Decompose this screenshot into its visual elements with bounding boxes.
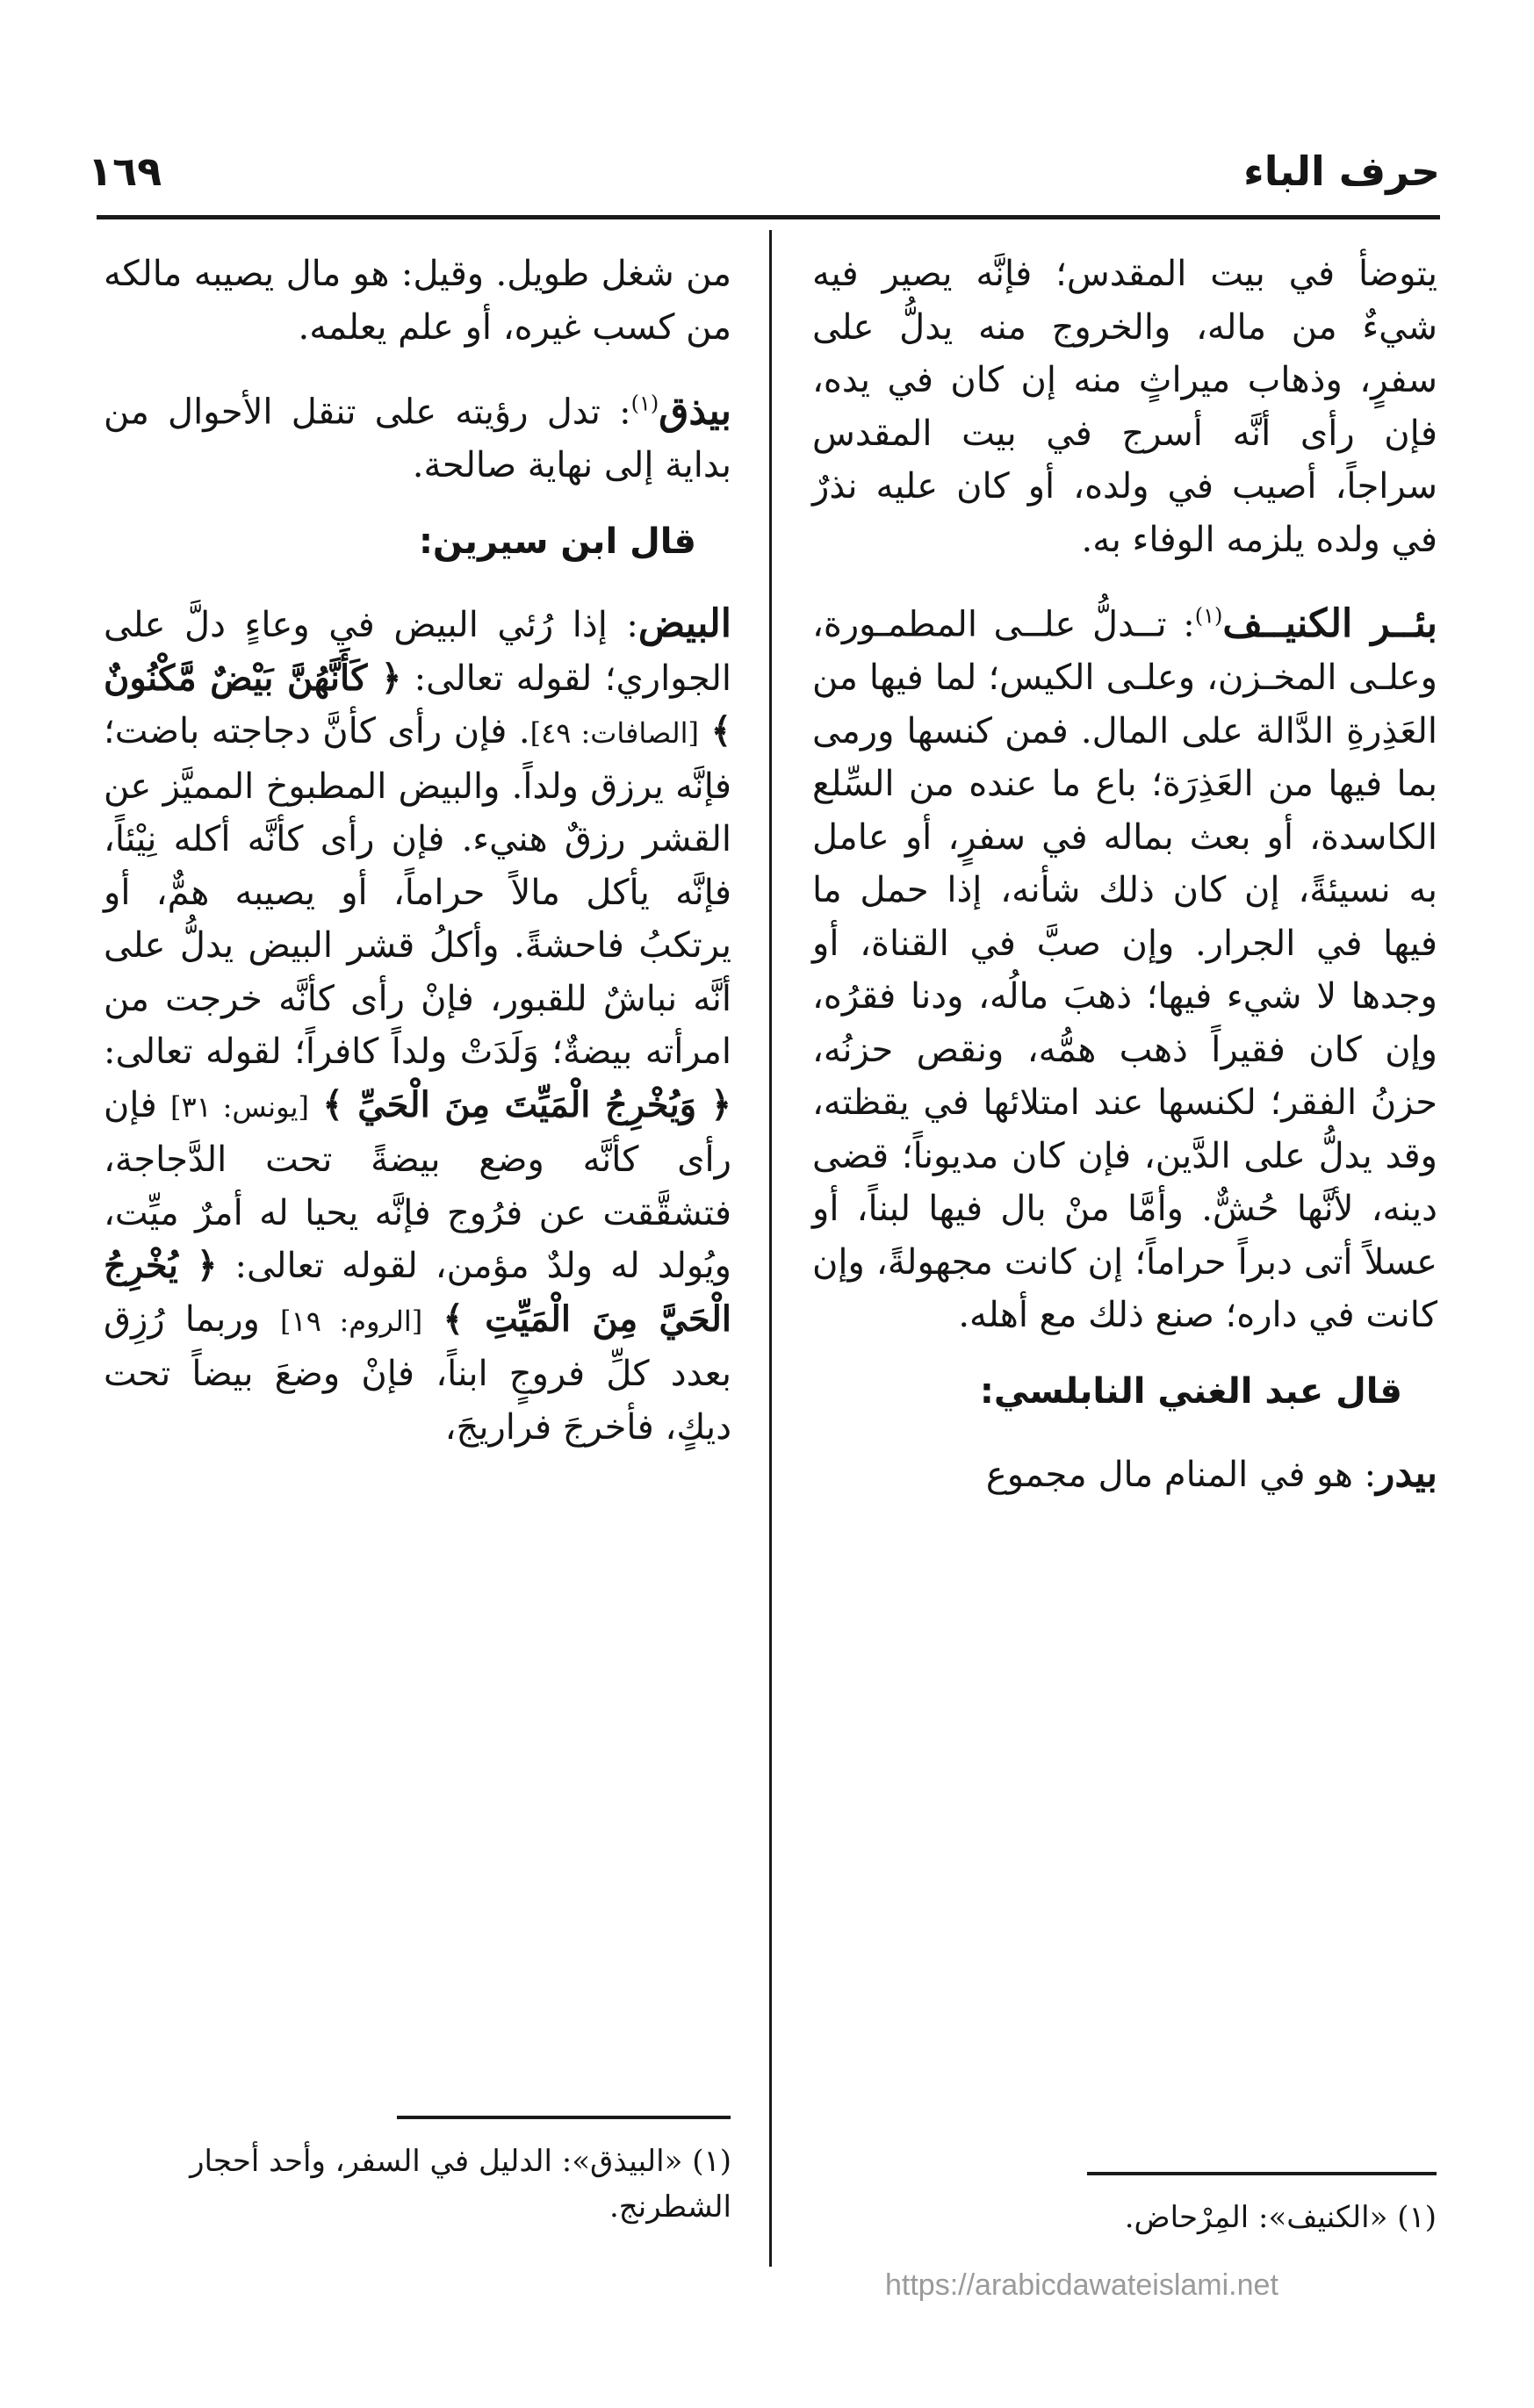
quran-verse: ﴿ كَأَنَّهُنَّ بَيْضٌ مَّكْنُونٌ ﴾ [104, 657, 732, 752]
entry-text: وربما رُزِق بعدد كلِّ فروجٍ ابناً، فإنْ وضعَ بيضاً تحت ديكٍ، فأخرجَ فراريجَ، [104, 1298, 731, 1448]
entry-headword: بيدر [1376, 1451, 1437, 1497]
running-head [88, 147, 1440, 209]
entry-baydar [812, 1448, 1437, 1502]
footnote-marker: (١) [1194, 603, 1223, 628]
footnote-rule-right [1087, 2172, 1437, 2175]
entry-headword: البيض [637, 601, 731, 647]
entry-al-bayd [104, 598, 731, 1454]
entry-baydhaq [104, 377, 731, 492]
entry-headword: بئــر الكنيــف$^{(١)}$ [1194, 600, 1437, 646]
entry-text: : تدل رؤيته على تنقل الأحوال من بداية إلى نهاية صالحة. [104, 392, 731, 486]
entry-text: : إذا رُئي البيض في وعاءٍ دلَّ على الجواري؛ لقوله تعالى: [104, 605, 731, 699]
verse-citation: [يونس: ٣١] [169, 1089, 310, 1124]
watermark-url: https://arabicdawateislami.net [885, 2268, 1278, 2302]
verse-citation: [الروم: ١٩] [280, 1304, 423, 1338]
section-heading: قال عبد الغني النابلسي: [979, 1370, 1402, 1412]
footnote-left: (١) «البيذق»: الدليل في السفر، وأحد أحجار الشطرنج. [190, 2144, 731, 2225]
footnote-marker: (١) [630, 391, 659, 415]
footnote-right: (١) «الكنيف»: المِرْحاض. [1124, 2200, 1437, 2235]
entry-bir-al-kanif [812, 589, 1437, 1342]
quran-verse: ﴿ يُخْرِجُ الْحَيَّ مِنَ الْمَيِّتِ ﴾ [104, 1245, 732, 1340]
footnote-rule-left [397, 2116, 731, 2119]
entry-text: فإن رأى كأنَّه وضع بيضةً تحت الدَّجاجة، فتشقَّقت عن فرُوج فإنَّه يحيا له أمرٌ ميِّت، ويُولد له ولدٌ مؤمن، لقوله تعالى: [104, 1084, 731, 1287]
right-column [812, 248, 1437, 1525]
verse-citation: [الصافات: ٤٩] [529, 716, 700, 751]
entry-text: : هو في المنام مال مجموع [985, 1455, 1377, 1496]
entry-headword: بيذق$^{(١)}$ [630, 388, 731, 434]
section-heading: قال ابن سيرين: [418, 521, 696, 562]
running-title: حرف الباء [1243, 147, 1440, 195]
entry-text: . فإن رأى كأنَّ دجاجته باضت؛ فإنَّه يرزق ولداً. والبيض المطبوخ المميَّز عن القشر رزقٌ هنيء. فإن رأى كأنَّه أكله نِيْئاً، فإنَّه يأكل مالاً حراماً، أو يصيبه همٌّ، أو يرتكبُ فاحشةً. وأكلُ قشر البيض يدلُّ على أنَّه نباشٌ للقبور، فإنْ رأى كأنَّه خرجت من امرأته بيضةٌ؛ وَلَدَتْ ولداً كافراً؛ لقوله تعالى: [104, 711, 731, 1073]
entry-text: : تــدلُّ علــى المطمـورة، وعلـى المخـزن، وعلـى الكيس؛ لما فيها من العَذِرةِ الدَّالة على المال. فمن كنسها ورمى بما فيها من العَذِرَة؛ باع ما عنده من السِّلع الكاسدة، أو بعث بماله في سفرٍ، أو عامل به نسيئةً، إن كان ذلك شأنه، إذا حمل ما فيها في الجرار. وإن صبَّ في القناة، أو وجدها لا شيء فيها؛ ذهبَ مالُه، ودنا فقرُه، وإن كان فقيراً ذهب همُّه، ونقص حزنُه، حزنُ الفقر؛ لكنسها عند امتلائها في يقظته، وقد يدلُّ على الدَّين، فإن كان مديوناً؛ قضى دينه، لأنَّها حُشٌّ. وأمَّا منْ بال فيها لبناً، أو عسلاً أتى دبراً حراماً؛ إن كانت مجهولةً، وإن كانت في داره؛ صنع ذلك مع أهله. [812, 604, 1437, 1336]
page-number: ١٦٩ [88, 147, 162, 195]
left-column [104, 248, 731, 1477]
column-divider [769, 230, 772, 2267]
header-rule [97, 215, 1440, 219]
quran-verse: ﴿ وَيُخْرِجُ الْمَيِّتَ مِنَ الْحَيِّ ﴾ [322, 1083, 731, 1125]
paragraph: يتوضأ في بيت المقدس؛ فإنَّه يصير فيه شيءٌ من ماله، والخروج منه يدلُّ على سفرٍ، وذهاب ميراثٍ منه إن كان في يده، فإن رأى أنَّه أسرج في بيت المقدس سراجاً، أصيب في ولده، أو كان عليه نذرٌ في ولده يلزمه الوفاء به. [812, 254, 1437, 560]
paragraph: من شغل طويل. وقيل: هو مال يصيبه مالكه من كسب غيره، أو علم يعلمه. [104, 254, 731, 348]
